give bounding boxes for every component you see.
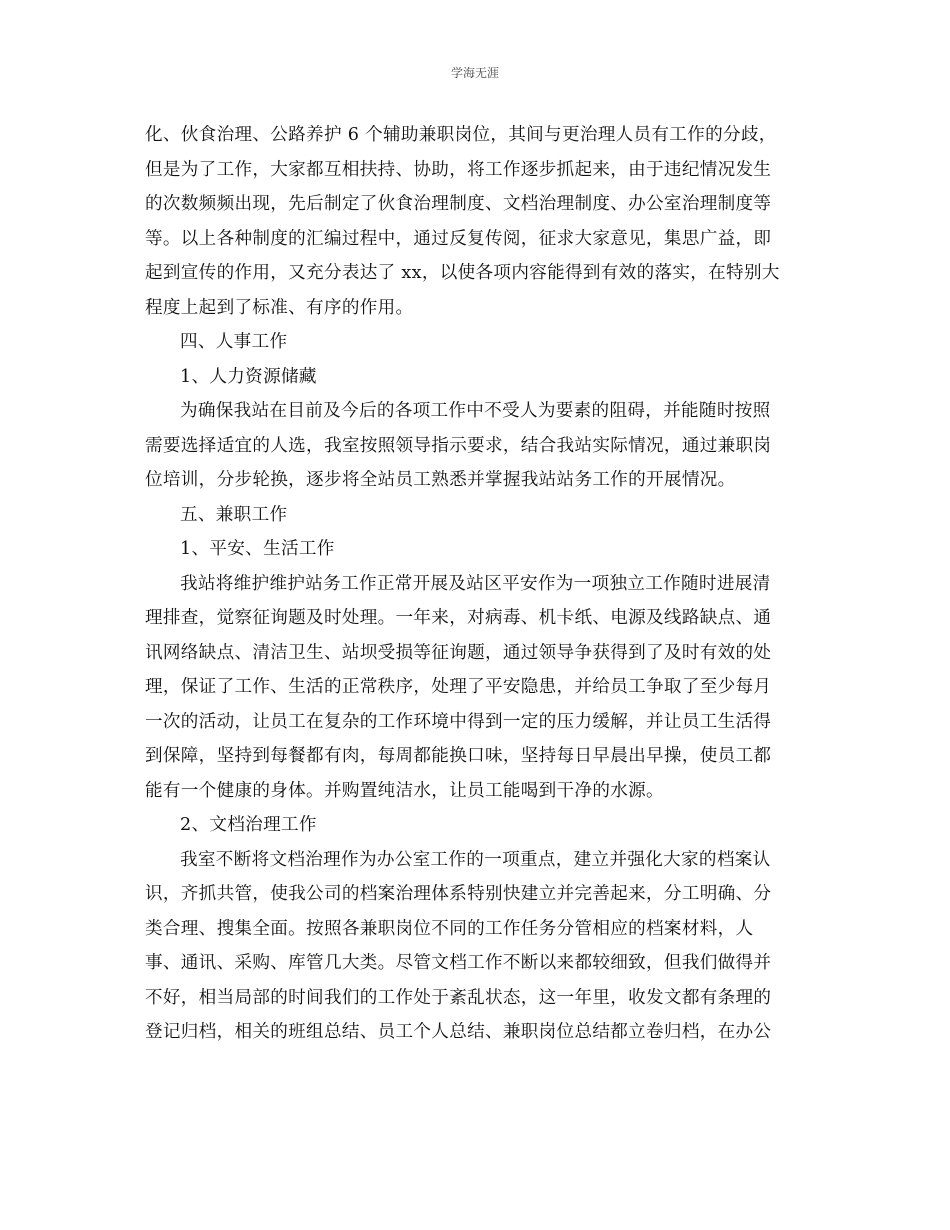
text-line: 需要选择适宜的人选，我室按照领导指示要求，结合我站实际情况，通过兼职岗 (145, 435, 772, 456)
text-line: 起到宣传的作用，又充分表达了 xx，以使各项内容能得到有效的落实，在特别大 (145, 263, 780, 283)
text-line: 位培训，分步轮换，逐步将全站员工熟悉并掌握我站站务工作的开展情况。 (145, 470, 736, 490)
text-line: 1、人力资源储藏 (180, 366, 317, 387)
text-line: 程度上起到了标准、有序的作用。 (145, 297, 414, 318)
text-line: 识，齐抓共管，使我公司的档案治理体系特别快建立并完善起来，分工明确、分 (145, 884, 772, 904)
text-line: 但是为了工作，大家都互相扶持、协助，将工作逐步抓起来，由于违纪情况发生 (145, 159, 772, 180)
text-line: 类合理、搜集全面。按照各兼职岗位不同的工作任务分管相应的档案材料，人 (145, 918, 754, 939)
document-body (145, 118, 805, 1050)
text-line: 能有一个健康的身体。并购置纯洁水，让员工能喝到干净的水源。 (145, 780, 664, 801)
text-line: 我室不断将文档治理作为办公室工作的一项重点，建立并强化大家的档案认 (180, 849, 771, 870)
text-line: 不好，相当局部的时间我们的工作处于紊乱状态，这一年里，收发文都有条理的 (145, 987, 772, 1008)
text-line: 理，保证了工作、生活的正常秩序，处理了平安隐患，并给员工争取了至少每月 (145, 677, 772, 697)
text-line: 登记归档，相关的班组总结、员工个人总结、兼职岗位总结都立卷归档，在办公 (145, 1022, 772, 1042)
text-line: 事、通讯、采购、库管几大类。尽管文档工作不断以来都较细致，但我们做得并 (145, 953, 772, 973)
text-line: 为确保我站在目前及今后的各项工作中不受人为要素的阻碍，并能随时按照 (180, 401, 771, 421)
running-header: 学海无涯 (450, 66, 499, 80)
text-line: 到保障，坚持到每餐都有肉，每周都能换口味，坚持每日早晨出早操，使员工都 (145, 746, 772, 766)
text-line: 一次的活动，让员工在复杂的工作环境中得到一定的压力缓解，并让员工生活得 (145, 711, 772, 732)
text-line: 等。以上各种制度的汇编过程中，通过反复传阅，征求大家意见，集思广益，即 (145, 228, 772, 249)
text-line: 讯网络缺点、清洁卫生、站坝受损等征询题，通过领导争获得到了及时有效的处 (145, 642, 772, 663)
text-line: 化、伙食治理、公路养护 6 个辅助兼职岗位，其间与更治理人员有工作的分歧， (145, 125, 777, 145)
text-line: 1、平安、生活工作 (180, 539, 335, 559)
text-line: 理排查，觉察征询题及时处理。一年来，对病毒、机卡纸、电源及线路缺点、通 (145, 608, 772, 628)
text-line: 我站将维护维护站务工作正常开展及站区平安作为一项独立工作随时进展清 (180, 573, 771, 594)
text-line: 五、兼职工作 (180, 504, 288, 525)
text-line: 四、人事工作 (180, 332, 288, 352)
text-line: 的次数频频出现，先后制定了伙食治理制度、文档治理制度、办公室治理制度等 (145, 194, 772, 214)
text-line: 2、文档治理工作 (180, 815, 317, 835)
